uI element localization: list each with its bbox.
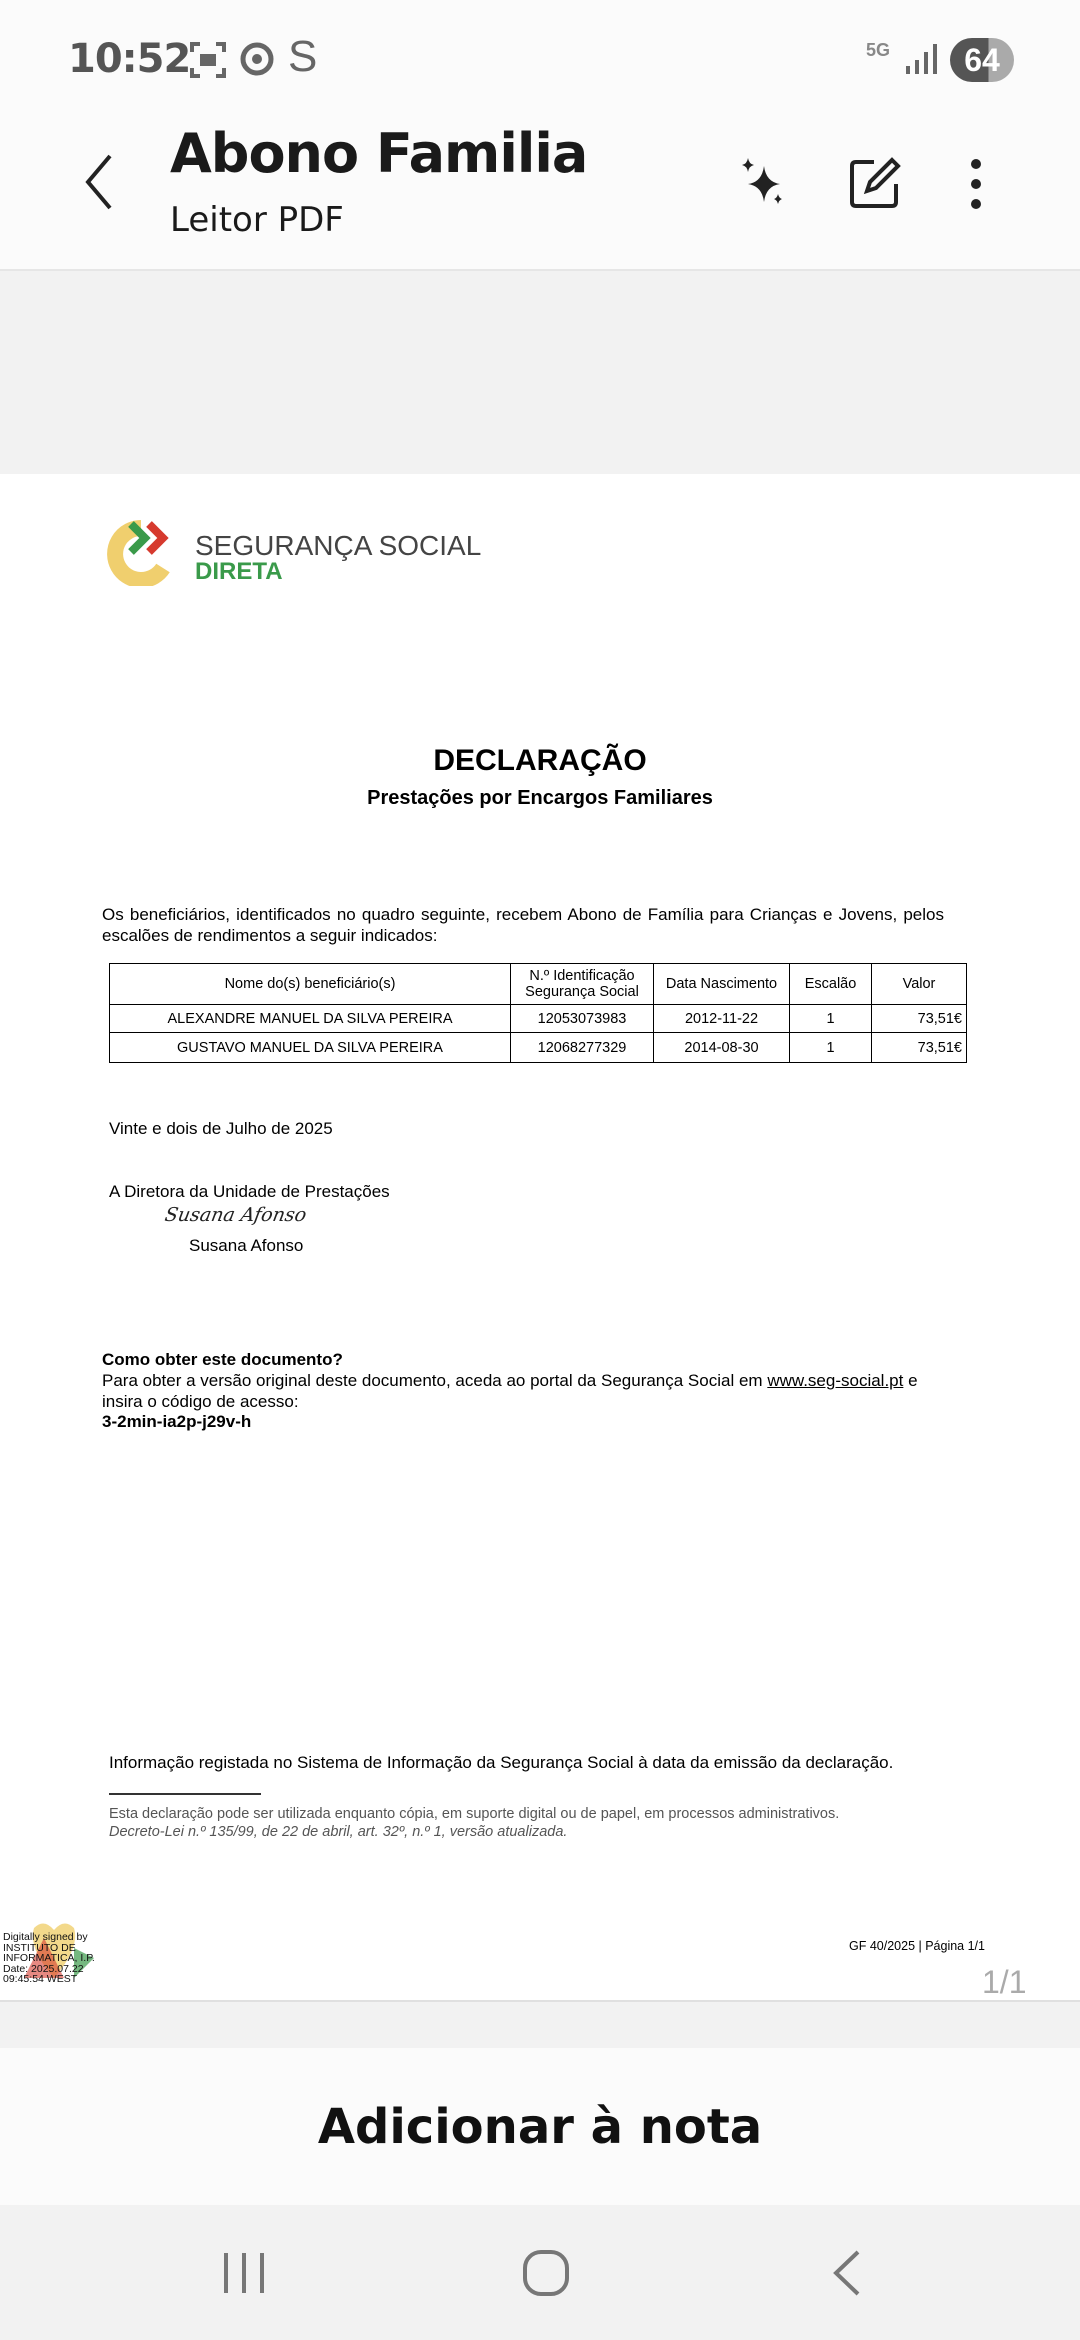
sig-line: INSTITUTO DE: [3, 1941, 76, 1954]
cell-value: 73,51€: [872, 1005, 967, 1033]
more-options-icon[interactable]: [966, 156, 986, 212]
digital-signature-stamp: [0, 1924, 110, 1984]
seg-social-link[interactable]: www.seg-social.pt: [767, 1371, 904, 1390]
digital-signature-text: [3, 1932, 95, 1985]
header-cell: Nome do(s) beneficiário(s): [110, 964, 511, 1005]
navigation-bar: [0, 2205, 1080, 2340]
status-time: 10:52: [68, 36, 191, 82]
status-bar: [0, 0, 1080, 120]
handwritten-signature: Susana Afonso: [163, 1204, 309, 1226]
cell-id: 12053073983: [511, 1005, 654, 1033]
battery-indicator: 64: [950, 38, 1014, 82]
header-cell: N.º Identificação Segurança Social: [511, 964, 654, 1005]
how-to-text-part: Para obter a versão original deste documento, aceda ao portal da Segurança Social em: [102, 1371, 768, 1390]
sig-line: 09:45:54 WEST: [3, 1973, 78, 1985]
info-text: Informação registada no Sistema de Informação da Segurança Social à data da emissão da declaração.: [109, 1753, 894, 1772]
cell-birthdate: 2014-08-30: [654, 1033, 790, 1063]
s-app-icon: S: [288, 32, 318, 81]
how-to-text: [102, 1370, 962, 1412]
header-cell: Valor: [872, 964, 967, 1005]
recent-apps-icon[interactable]: [222, 2251, 266, 2295]
sig-line: INFORMATICA, I.P.: [3, 1952, 95, 1964]
declaration-subheading: Prestações por Encargos Familiares: [367, 787, 713, 809]
signal-icon: [906, 44, 938, 74]
beneficiaries-table: [109, 963, 967, 1063]
signer-name: Susana Afonso: [189, 1236, 304, 1255]
header-cell: Escalão: [790, 964, 872, 1005]
table-row: [110, 1033, 967, 1063]
seg-social-logo: [101, 520, 482, 586]
cell-name: GUSTAVO MANUEL DA SILVA PEREIRA: [110, 1033, 511, 1063]
page-edge: [0, 2000, 1080, 2002]
cell-id: 12068277329: [511, 1033, 654, 1063]
logo-subtext: DIRETA: [195, 558, 283, 585]
app-subtitle: Leitor PDF: [170, 200, 344, 240]
logo-mark-icon: [101, 520, 183, 586]
cell-bracket: 1: [790, 1033, 872, 1063]
declaration-heading: DECLARAÇÃO: [433, 744, 647, 777]
page-indicator: 1/1: [982, 1964, 1027, 2000]
sig-line: Date: 2025.07.22: [3, 1962, 84, 1975]
note-usage: Esta declaração pode ser utilizada enquanto cópia, em suporte digital ou de papel, em processos administrativos.: [109, 1806, 840, 1822]
pdf-page[interactable]: [0, 474, 1080, 2000]
cell-name: ALEXANDRE MANUEL DA SILVA PEREIRA: [110, 1005, 511, 1033]
edit-icon[interactable]: [848, 156, 902, 210]
page-footer: GF 40/2025 | Página 1/1: [849, 1939, 985, 1953]
footnote-divider: [109, 1793, 261, 1795]
cell-bracket: 1: [790, 1005, 872, 1033]
screenshot-icon: [190, 42, 226, 78]
header-cell: Data Nascimento: [654, 964, 790, 1005]
cell-birthdate: 2012-11-22: [654, 1005, 790, 1033]
document-title: Abono Familia: [170, 122, 588, 185]
back-icon[interactable]: [82, 152, 118, 212]
signer-role: A Diretora da Unidade de Prestações: [109, 1182, 390, 1201]
chrome-icon: [240, 42, 274, 76]
how-to-title: Como obter este documento?: [102, 1350, 343, 1369]
access-code: 3-2min-ia2p-j29v-h: [102, 1412, 252, 1431]
add-to-note-button[interactable]: Adicionar à nota: [0, 2048, 1080, 2205]
table-header-row: [110, 964, 967, 1005]
logo-text: SEGURANÇA SOCIAL: [195, 530, 482, 561]
sig-line: Digitally signed by: [3, 1931, 88, 1943]
how-to-text-part: e insira o código de acesso:: [102, 1371, 918, 1411]
cell-value: 73,51€: [872, 1033, 967, 1063]
home-icon[interactable]: [522, 2249, 570, 2297]
note-decree: Decreto-Lei n.º 135/99, de 22 de abril, art. 32º, n.º 1, versão atualizada.: [109, 1824, 568, 1840]
back-nav-icon[interactable]: [832, 2249, 862, 2297]
ai-sparkle-icon[interactable]: [736, 156, 788, 208]
issue-date: Vinte e dois de Julho de 2025: [109, 1119, 333, 1138]
table-row: [110, 1005, 967, 1033]
network-type: 5G: [866, 40, 891, 60]
intro-paragraph: Os beneficiários, identificados no quadro seguinte, recebem Abono de Família para Crianças e Jovens, pelos escalões de rendimentos a seguir indicados:: [102, 905, 944, 945]
